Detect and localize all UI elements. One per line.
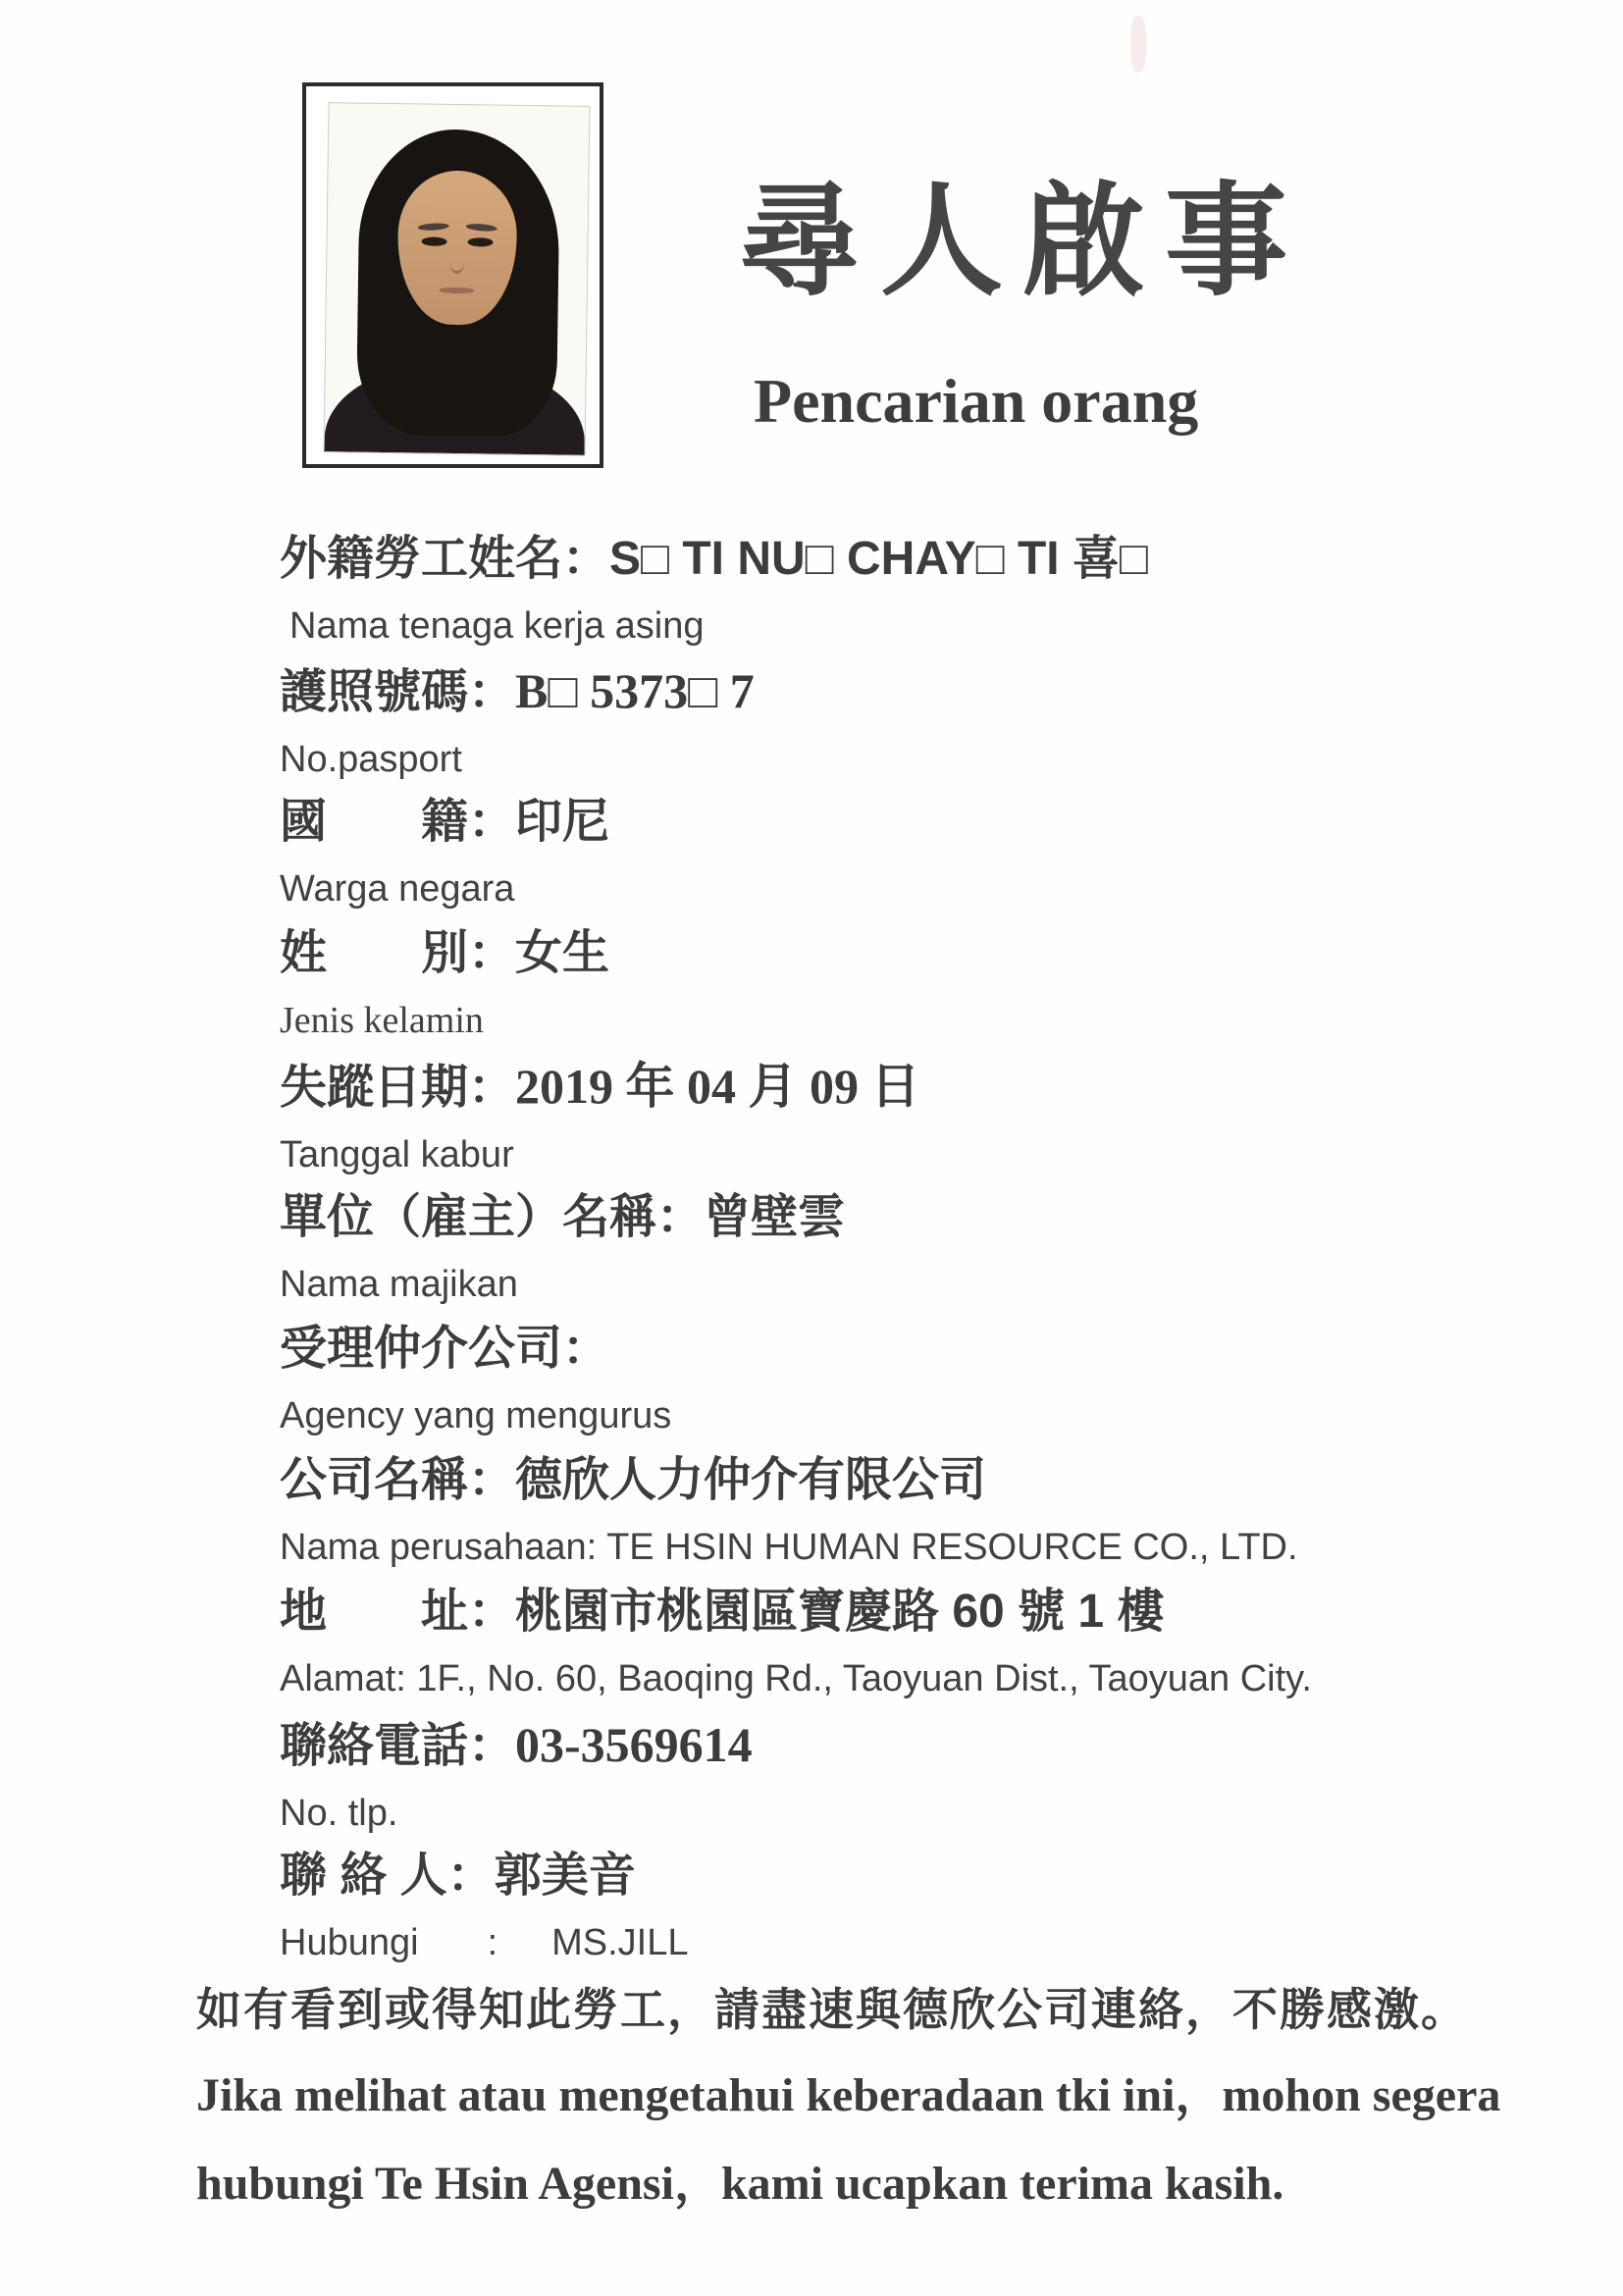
- field-row-employer: [280, 1188, 845, 1306]
- scan-artifact: [1130, 16, 1146, 73]
- field-row-missing-date: [280, 1057, 920, 1176]
- field-row-contact-person: [280, 1847, 689, 1964]
- field-value: 桃園市桃園區寶慶路 60 號 1 樓: [515, 1586, 1165, 1638]
- field-sublabel: No. tlp.: [280, 1793, 398, 1834]
- field-label: 公司名稱：: [280, 1454, 516, 1506]
- photo-eye-right: [468, 237, 494, 247]
- field-label: 國 籍：: [280, 796, 516, 848]
- footer-note-chinese: 如有看到或得知此勞工，請盡速與德欣公司連絡，不勝感激。: [196, 1984, 1468, 2035]
- field-row-agency: [280, 1320, 671, 1437]
- field-sublabel: [280, 1921, 689, 1964]
- field-value: S□ TI NU□ CHAY□ TI 喜□: [609, 533, 1148, 585]
- field-label: 姓 別：: [280, 927, 516, 979]
- contact-name-en: MS.JILL: [551, 1922, 689, 1963]
- field-label: 失蹤日期：: [280, 1062, 516, 1114]
- contact-sublabel: Hubungi: [280, 1922, 419, 1963]
- field-row-nationality: [280, 793, 609, 911]
- portrait-photo-frame: [302, 82, 603, 468]
- field-sublabel: Jenis kelamin: [280, 1000, 484, 1041]
- field-label: 外籍勞工姓名：: [280, 533, 610, 585]
- page-title-chinese: 尋人啟事: [738, 174, 1307, 310]
- field-label: 聯 絡 人：: [280, 1850, 495, 1902]
- photo-eyebrow-left: [418, 222, 449, 231]
- field-sublabel: Alamat: 1F., No. 60, Baoqing Rd., Taoyuan Dist., Taoyuan City.: [280, 1658, 1312, 1699]
- field-row-passport: [280, 661, 755, 781]
- field-value: 03-3569614: [515, 1717, 753, 1772]
- field-row-company-name: [280, 1451, 1298, 1569]
- field-row-phone: [280, 1715, 753, 1835]
- field-label: 單位（雇主）名稱：: [280, 1191, 705, 1243]
- field-label: 受理仲介公司：: [280, 1323, 610, 1375]
- field-value: 德欣人力仲介有限公司: [515, 1454, 987, 1506]
- page-title-indonesian: Pencarian orang: [754, 366, 1199, 436]
- field-row-address: [280, 1583, 1312, 1700]
- field-value: 女生: [515, 927, 610, 979]
- field-row-gender: [280, 924, 609, 1042]
- photo-eyebrow-right: [466, 223, 497, 233]
- field-value: 印尼: [515, 796, 610, 848]
- field-value: 2019 年 04 月 09 日: [515, 1059, 920, 1114]
- field-row-worker-name: [280, 530, 1148, 648]
- field-label: 護照號碼：: [280, 666, 516, 718]
- field-value: B□ 5373□ 7: [515, 663, 755, 718]
- field-value: 郭美音: [494, 1850, 636, 1902]
- field-label: 地 址：: [280, 1586, 516, 1638]
- photo-nose: [449, 247, 464, 274]
- field-sublabel: Nama perusahaan: TE HSIN HUMAN RESOURCE CO., LTD.: [280, 1527, 1298, 1568]
- field-sublabel: Nama majikan: [280, 1264, 518, 1305]
- field-sublabel: Agency yang mengurus: [280, 1395, 672, 1436]
- field-sublabel: Warga negara: [280, 868, 515, 910]
- portrait-photo: [324, 102, 591, 456]
- footer-note-indonesian-line1: Jika melihat atau mengetahui keberadaan tki ini，mohon segera: [196, 2069, 1501, 2121]
- field-label: 聯絡電話：: [280, 1720, 516, 1772]
- field-sublabel: Tanggal kabur: [280, 1134, 514, 1175]
- field-sublabel: No.pasport: [280, 739, 462, 780]
- field-sublabel: Nama tenaga kerja asing: [289, 605, 705, 647]
- footer-note-indonesian-line2: hubungi Te Hsin Agensi，kami ucapkan terima kasih.: [196, 2158, 1284, 2210]
- contact-colon: :: [487, 1922, 498, 1963]
- field-value: 曾壁雲: [704, 1191, 846, 1243]
- photo-eye-left: [421, 236, 446, 246]
- photo-mouth: [440, 287, 473, 294]
